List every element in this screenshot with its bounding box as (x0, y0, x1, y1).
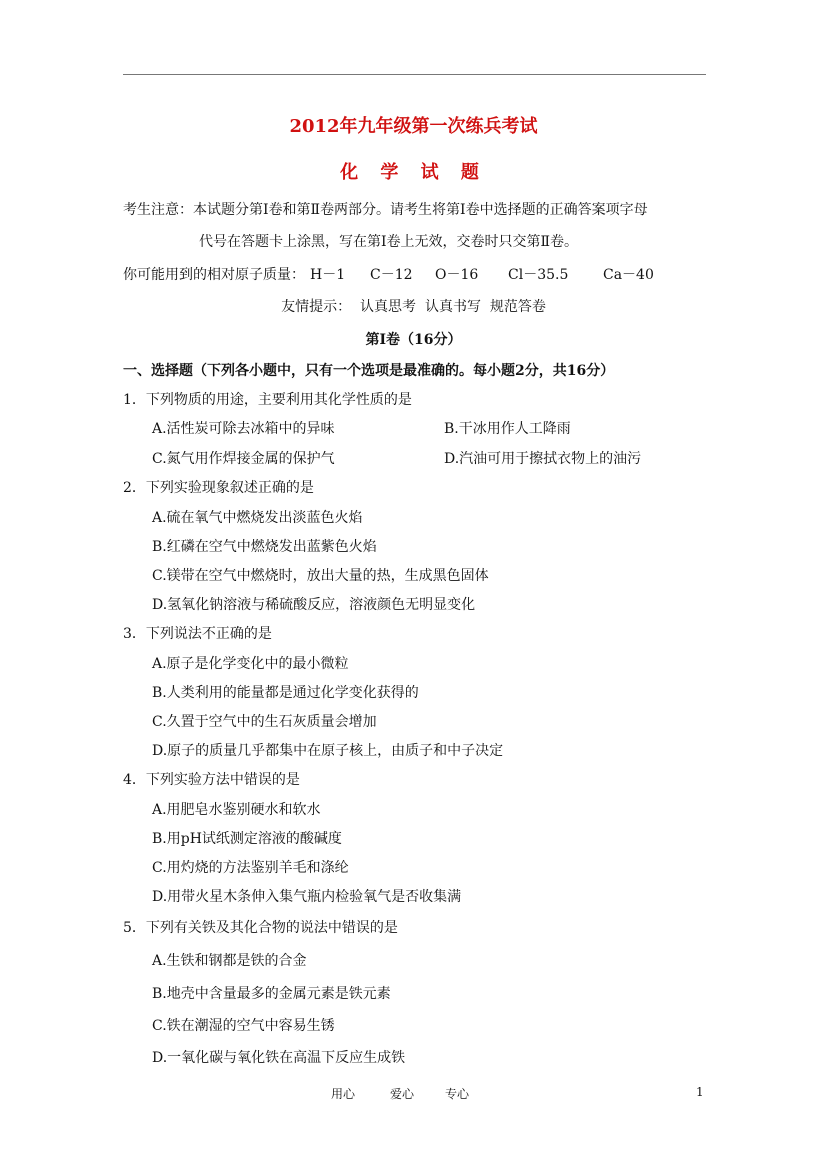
footer-motto-1: 用心 (331, 1087, 356, 1101)
question-2-option-c: C.镁带在空气中燃烧时，放出大量的热，生成黑色固体 (152, 568, 489, 584)
question-2-option-a: A.硫在氧气中燃烧发出淡蓝色火焰 (152, 510, 363, 526)
question-1-stem: 1．下列物质的用途，主要利用其化学性质的是 (123, 392, 412, 408)
footer-motto-2: 爱心 (390, 1087, 415, 1101)
notice-line-2: 代号在答题卡上涂黑，写在第Ⅰ卷上无效，交卷时只交第Ⅱ卷。 (199, 234, 579, 250)
question-1-option-c: C.氮气用作焊接金属的保护气 (152, 451, 335, 467)
atomic-mass-label: 你可能用到的相对原子质量： (123, 267, 305, 283)
section-heading: 一、选择题（下列各小题中，只有一个选项是最准确的。每小题2分，共16分） (123, 363, 615, 379)
notice-line-1: 考生注意：本试题分第Ⅰ卷和第Ⅱ卷两部分。请考生将第Ⅰ卷中选择题的正确答案项字母 (123, 202, 648, 218)
atomic-mass-o: O－16 (435, 267, 479, 283)
atomic-mass-cl: Cl－35.5 (508, 267, 569, 283)
header-rule (123, 74, 706, 75)
question-5-option-b: B.地壳中含量最多的金属元素是铁元素 (152, 986, 391, 1002)
question-1-option-d: D.汽油可用于擦拭衣物上的油污 (444, 451, 642, 467)
atomic-mass-h: H－1 (310, 267, 346, 283)
atomic-mass-ca: Ca－40 (603, 267, 654, 283)
question-5-option-a: A.生铁和钢都是铁的合金 (152, 953, 307, 969)
question-4-option-d: D.用带火星木条伸入集气瓶内检验氧气是否收集满 (152, 889, 462, 905)
exam-title: 2012年九年级第一次练兵考试 (289, 116, 538, 137)
question-1-option-b: B.干冰用作人工降雨 (444, 421, 571, 437)
footer-motto-3: 专心 (445, 1087, 470, 1101)
question-3-option-d: D.原子的质量几乎都集中在原子核上，由质子和中子决定 (152, 743, 504, 759)
question-5-option-d: D.一氧化碳与氧化铁在高温下反应生成铁 (152, 1050, 406, 1066)
question-3-stem: 3．下列说法不正确的是 (123, 626, 272, 642)
exam-subtitle: 化 学 试 题 (340, 162, 487, 183)
atomic-mass-c: C－12 (370, 267, 413, 283)
question-2-option-d: D.氢氧化钠溶液与稀硫酸反应，溶液颜色无明显变化 (152, 597, 476, 613)
question-4-option-a: A.用肥皂水鉴别硬水和软水 (152, 802, 321, 818)
friendly-tip: 友情提示： 认真思考 认真书写 规范答卷 (281, 299, 546, 315)
question-5-stem: 5．下列有关铁及其化合物的说法中错误的是 (123, 920, 398, 936)
question-4-stem: 4．下列实验方法中错误的是 (123, 772, 300, 788)
question-5-option-c: C.铁在潮湿的空气中容易生锈 (152, 1018, 335, 1034)
question-4-option-b: B.用pH试纸测定溶液的酸碱度 (152, 831, 342, 847)
question-2-option-b: B.红磷在空气中燃烧发出蓝紫色火焰 (152, 539, 377, 555)
page-number: 1 (696, 1085, 704, 1099)
question-3-option-c: C.久置于空气中的生石灰质量会增加 (152, 714, 377, 730)
question-2-stem: 2．下列实验现象叙述正确的是 (123, 480, 314, 496)
question-3-option-a: A.原子是化学变化中的最小微粒 (152, 656, 349, 672)
question-1-option-a: A.活性炭可除去冰箱中的异味 (152, 421, 335, 437)
part-title: 第Ⅰ卷（16分） (365, 332, 462, 348)
question-3-option-b: B.人类利用的能量都是通过化学变化获得的 (152, 685, 419, 701)
question-4-option-c: C.用灼烧的方法鉴别羊毛和涤纶 (152, 860, 349, 876)
